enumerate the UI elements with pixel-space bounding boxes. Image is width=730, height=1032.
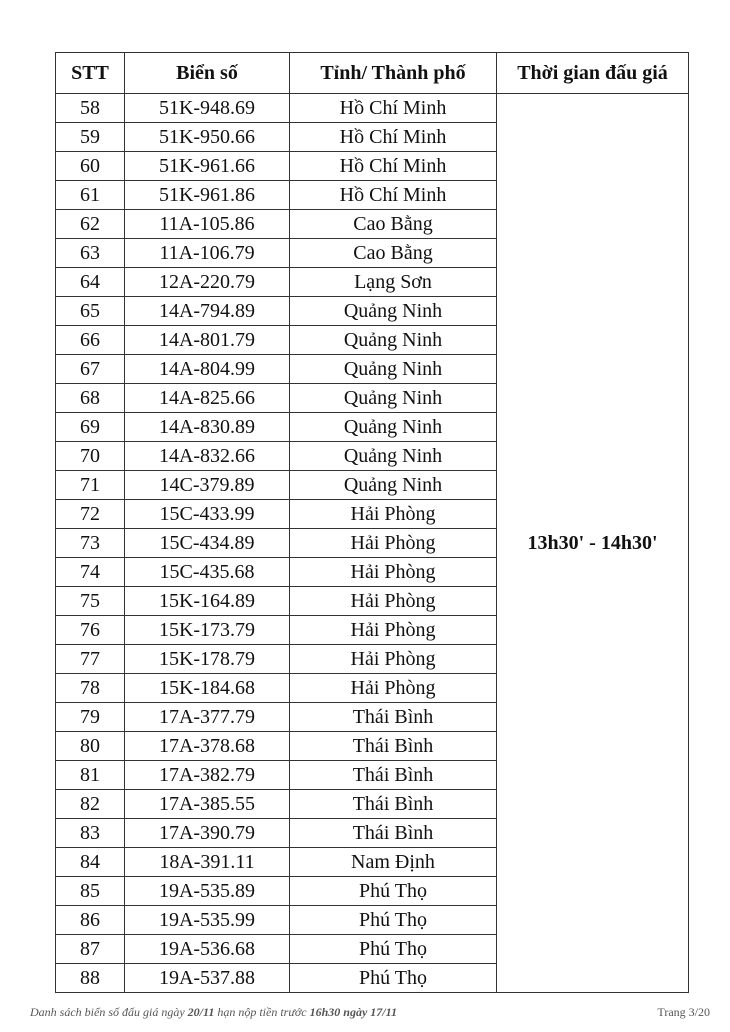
cell-plate: 14A-794.89 xyxy=(125,297,290,326)
cell-plate: 19A-536.68 xyxy=(125,935,290,964)
cell-stt: 87 xyxy=(56,935,125,964)
cell-stt: 82 xyxy=(56,790,125,819)
cell-stt: 86 xyxy=(56,906,125,935)
cell-stt: 63 xyxy=(56,239,125,268)
cell-stt: 70 xyxy=(56,442,125,471)
cell-province: Hải Phòng xyxy=(290,645,497,674)
cell-stt: 59 xyxy=(56,123,125,152)
cell-province: Hồ Chí Minh xyxy=(290,94,497,123)
cell-province: Quảng Ninh xyxy=(290,384,497,413)
cell-province: Quảng Ninh xyxy=(290,355,497,384)
cell-plate: 11A-106.79 xyxy=(125,239,290,268)
cell-province: Lạng Sơn xyxy=(290,268,497,297)
cell-plate: 19A-537.88 xyxy=(125,964,290,993)
cell-stt: 66 xyxy=(56,326,125,355)
cell-plate: 15C-434.89 xyxy=(125,529,290,558)
cell-plate: 19A-535.99 xyxy=(125,906,290,935)
cell-plate: 18A-391.11 xyxy=(125,848,290,877)
footer-date: 20/11 xyxy=(187,1005,215,1019)
header-stt: STT xyxy=(56,53,125,94)
cell-stt: 65 xyxy=(56,297,125,326)
cell-province: Thái Bình xyxy=(290,790,497,819)
cell-province: Phú Thọ xyxy=(290,906,497,935)
footer-prefix: Danh sách biển số đấu giá ngày xyxy=(30,1005,188,1019)
cell-stt: 61 xyxy=(56,181,125,210)
cell-province: Quảng Ninh xyxy=(290,442,497,471)
cell-stt: 84 xyxy=(56,848,125,877)
cell-plate: 51K-961.86 xyxy=(125,181,290,210)
cell-plate: 51K-950.66 xyxy=(125,123,290,152)
header-plate: Biển số xyxy=(125,53,290,94)
cell-province: Hải Phòng xyxy=(290,558,497,587)
table-header-row xyxy=(56,53,689,94)
cell-province: Nam Định xyxy=(290,848,497,877)
cell-stt: 79 xyxy=(56,703,125,732)
cell-province: Hải Phòng xyxy=(290,674,497,703)
cell-province: Hồ Chí Minh xyxy=(290,123,497,152)
cell-province: Hải Phòng xyxy=(290,587,497,616)
cell-stt: 76 xyxy=(56,616,125,645)
cell-plate: 19A-535.89 xyxy=(125,877,290,906)
cell-stt: 80 xyxy=(56,732,125,761)
header-time: Thời gian đấu giá xyxy=(497,53,689,94)
cell-province: Thái Bình xyxy=(290,819,497,848)
cell-plate: 14A-832.66 xyxy=(125,442,290,471)
footer-middle: hạn nộp tiền trước xyxy=(214,1005,310,1019)
cell-stt: 68 xyxy=(56,384,125,413)
cell-stt: 71 xyxy=(56,471,125,500)
cell-plate: 14A-801.79 xyxy=(125,326,290,355)
cell-stt: 83 xyxy=(56,819,125,848)
cell-stt: 78 xyxy=(56,674,125,703)
cell-plate: 15C-435.68 xyxy=(125,558,290,587)
cell-plate: 15K-184.68 xyxy=(125,674,290,703)
cell-plate: 15C-433.99 xyxy=(125,500,290,529)
table-body xyxy=(56,94,689,993)
cell-plate: 14C-379.89 xyxy=(125,471,290,500)
cell-province: Hồ Chí Minh xyxy=(290,181,497,210)
cell-stt: 72 xyxy=(56,500,125,529)
cell-stt: 75 xyxy=(56,587,125,616)
cell-stt: 69 xyxy=(56,413,125,442)
cell-province: Hải Phòng xyxy=(290,616,497,645)
cell-plate: 51K-948.69 xyxy=(125,94,290,123)
cell-stt: 58 xyxy=(56,94,125,123)
page-footer xyxy=(30,1005,710,1020)
cell-province: Thái Bình xyxy=(290,703,497,732)
cell-plate: 17A-377.79 xyxy=(125,703,290,732)
cell-province: Quảng Ninh xyxy=(290,297,497,326)
cell-plate: 15K-178.79 xyxy=(125,645,290,674)
cell-stt: 67 xyxy=(56,355,125,384)
cell-province: Quảng Ninh xyxy=(290,326,497,355)
auction-plate-table xyxy=(55,52,689,993)
cell-stt: 81 xyxy=(56,761,125,790)
cell-plate: 51K-961.66 xyxy=(125,152,290,181)
cell-province: Phú Thọ xyxy=(290,964,497,993)
cell-plate: 12A-220.79 xyxy=(125,268,290,297)
cell-province: Hải Phòng xyxy=(290,529,497,558)
cell-stt: 60 xyxy=(56,152,125,181)
cell-province: Quảng Ninh xyxy=(290,413,497,442)
cell-plate: 11A-105.86 xyxy=(125,210,290,239)
footer-deadline: 16h30 ngày 17/11 xyxy=(309,1005,397,1019)
cell-province: Phú Thọ xyxy=(290,877,497,906)
cell-province: Cao Bằng xyxy=(290,210,497,239)
cell-plate: 14A-825.66 xyxy=(125,384,290,413)
cell-plate: 17A-382.79 xyxy=(125,761,290,790)
page-number: Trang 3/20 xyxy=(657,1005,710,1019)
table-row xyxy=(56,94,689,123)
header-province: Tỉnh/ Thành phố xyxy=(290,53,497,94)
cell-plate: 14A-830.89 xyxy=(125,413,290,442)
cell-province: Cao Bằng xyxy=(290,239,497,268)
cell-stt: 62 xyxy=(56,210,125,239)
cell-stt: 88 xyxy=(56,964,125,993)
cell-plate: 14A-804.99 xyxy=(125,355,290,384)
cell-plate: 17A-390.79 xyxy=(125,819,290,848)
cell-plate: 15K-173.79 xyxy=(125,616,290,645)
cell-auction-time: 13h30' - 14h30' xyxy=(497,94,689,993)
cell-province: Hồ Chí Minh xyxy=(290,152,497,181)
cell-stt: 77 xyxy=(56,645,125,674)
cell-plate: 17A-378.68 xyxy=(125,732,290,761)
cell-stt: 73 xyxy=(56,529,125,558)
cell-province: Thái Bình xyxy=(290,761,497,790)
cell-plate: 17A-385.55 xyxy=(125,790,290,819)
cell-province: Thái Bình xyxy=(290,732,497,761)
cell-plate: 15K-164.89 xyxy=(125,587,290,616)
cell-province: Phú Thọ xyxy=(290,935,497,964)
cell-stt: 85 xyxy=(56,877,125,906)
cell-province: Hải Phòng xyxy=(290,500,497,529)
cell-province: Quảng Ninh xyxy=(290,471,497,500)
cell-stt: 74 xyxy=(56,558,125,587)
cell-stt: 64 xyxy=(56,268,125,297)
